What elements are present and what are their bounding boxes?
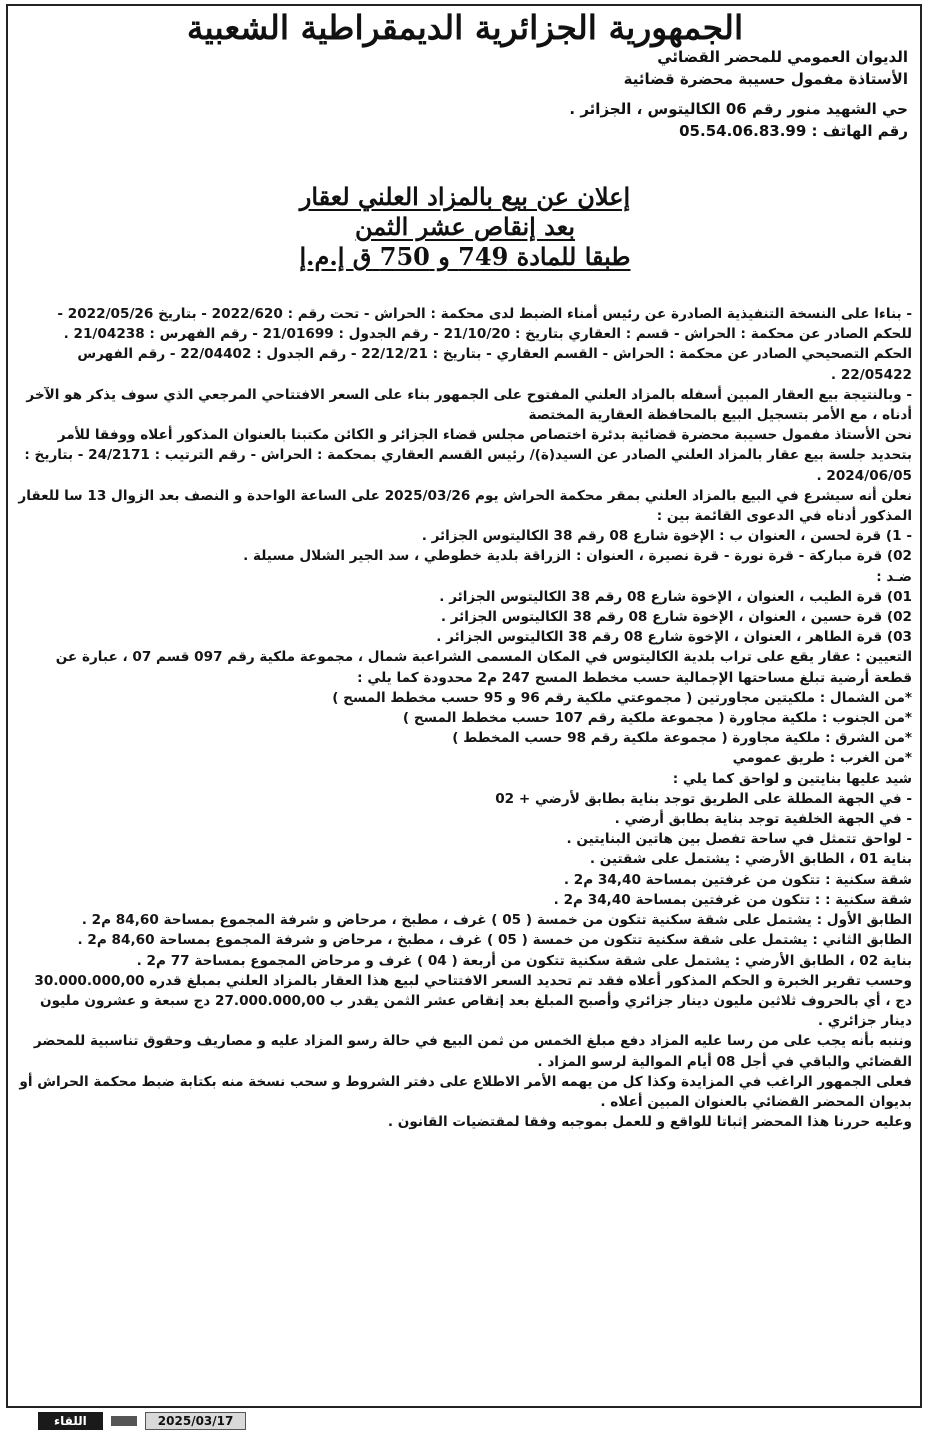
office-line: الديوان العمومي للمحضر القضائي [657,48,908,66]
body-paragraph: - وبالنتيجة بيع العقار المبين أسفله بالمزاد العلني المفتوح على الجمهور بناء على السعر الافتتاحي المرجعي الذي سوف يذكر هو الآخر أدناه ، مع الأمر بتسجيل البيع بالمحافظة العقارية المختصة [26,386,912,424]
footer-separator [111,1416,137,1426]
buildings-intro: شيد عليها بنايتين و لواحق كما يلي : [672,770,912,787]
boundary-west: *من الغرب : طريق عمومي [732,750,912,767]
boundary-north: *من الشمال : ملكيتين مجاورتين ( مجموعتي ملكية رقم 96 و 95 حسب مخطط المسح ) [332,689,912,706]
building-item: - في الجهة الخلفية توجد بناية بطابق أرضي . [614,811,912,828]
title-line-1: إعلان عن بيع بالمزاد العلني لعقار [299,182,631,211]
publication-date: 2025/03/17 [145,1412,247,1430]
payment-notice: وننبه بأنه يجب على من رسا عليه المزاد دفع مبلغ الخمس من ثمن البيع في حالة رسو المزاد عليه و مصاريف وحقوق تناسبية للمحضر القضائي والباقي في أجل 08 أيام الموالية لرسو المزاد . [33,1033,912,1070]
office-line: حي الشهيد منور رقم 06 الكاليتوس ، الجزائر . [569,100,908,118]
apartment-item: شقة سكنية : : تتكون من غرفتين بمساحة 34,40 م2 . [553,891,912,908]
property-designation: التعيين : عقار يقع على تراب بلدية الكاليتوس في المكان المسمى الشراعبة شمال ، مجموعة ملكية رقم 097 قسم 07 ، عبارة عن قطعة أرضية تبلغ مساحتها الإجمالية حسب مخطط المسح 247 م2 محدودة كما يلي : [55,649,912,686]
office-phone: رقم الهاتف : 05.54.06.83.99 [679,122,908,140]
building-item: بناية 01 ، الطابق الأرضي : يشتمل على شقتين . [589,851,912,868]
plaintiff-2: 02) قرة مباركة - قرة نورة - قرة نصيرة ، العنوان : الزراقة بلدية خطوطي ، سد الجير الشلال مسيلة . [243,548,912,565]
boundary-east: *من الشرق : ملكية مجاورة ( مجموعة ملكية رقم 98 حسب المخطط ) [452,730,912,747]
publication-footer [38,1412,246,1430]
bailiff-office-block [388,46,908,142]
office-line: الأستاذة مفمول حسيبة محضرة قضائية [623,70,908,88]
floor-item: الطابق الأول : يشتمل على شقة سكنية تتكون من خمسة ( 05 ) غرف ، مطبخ ، مرحاض و شرفة المجموع بمساحة 84,60 م2 . [81,912,912,929]
republic-heading: الجمهورية الجزائرية الديمقراطية الشعبية [186,8,744,47]
building-item: - في الجهة المطلة على الطريق توجد بناية بطابق لأرضي + 02 [495,790,912,807]
apartment-item: شقة سكنية : تتكون من غرفتين بمساحة 34,40 م2 . [563,871,912,888]
body-paragraph: - بناءا على النسخة التنفيذية الصادرة عن رئيس أمناء الضبط لدى محكمة : الحراش - تحت رقم : 2022/620 - بتاريخ 2022/05/26 - للحكم الصادر عن محكمة : الحراش - قسم : العقاري بتاريخ : 21/10/20 - رقم الجدول : 21/01699 - رقم الفهرس : 21/04238 . [57,306,912,343]
conditions-notice: فعلى الجمهور الراغب في المزايدة وكذا كل من يهمه الأمر الاطلاع على دفتر الشروط و سحب نسخة منه بكتابة ضبط محكمة الحراش أو بديوان المحضر القضائي بالعنوان المبين أعلاه . [19,1073,912,1110]
plaintiff-1: - 1) قرة لحسن ، العنوان ب : الإخوة شارع 08 رقم 38 الكاليتوس الجزائر . [421,528,912,545]
body-paragraph: الحكم التصحيحي الصادر عن محكمة : الحراش - القسم العقاري - بتاريخ : 22/12/21 - رقم الجدول : 22/04402 - رقم الفهرس 22/05422 . [77,346,912,383]
floor-item: الطابق الثاني : يشتمل على شقة سكنية تتكون من خمسة ( 05 ) غرف ، مطبخ ، مرحاض و شرفة المجموع بمساحة 84,60 م2 . [77,932,912,949]
newspaper-name: اللقاء [38,1412,103,1430]
title-line-3: طبقا للمادة 749 و 750 ق إ.م.إ [299,242,631,271]
defendant-1: 01) قرة الطيب ، العنوان ، الإخوة شارع 08 رقم 38 الكاليتوس الجزائر . [439,588,912,605]
defendant-2: 02) قرة حسين ، العنوان ، الإخوة شارع 08 رقم 38 الكاليتوس الجزائر . [440,609,912,626]
announcement-title [120,182,810,272]
closing-statement: وعليه حررنا هذا المحضر إثباتا للواقع و للعمل بموجبه وفقا لمقتضيات القانون . [387,1114,912,1131]
announcement-body [18,304,912,1132]
building-item: - لواحق تتمثل في ساحة تفصل بين هاتين البنايتين . [566,831,912,848]
versus-label: ضـد : [876,568,912,585]
boundary-south: *من الجنوب : ملكية مجاورة ( مجموعة ملكية رقم 107 حسب مخطط المسح ) [402,710,912,727]
body-paragraph: نعلن أنه سيشرع في البيع بالمزاد العلني بمقر محكمة الحراش يوم 2025/03/26 على الساعة الواحدة و النصف بعد الزوال 13 سا للعقار المذكور أدناه في الدعوى القائمة بين : [18,487,912,525]
defendant-3: 03) قرة الطاهر ، العنوان ، الإخوة شارع 08 رقم 38 الكاليتوس الجزائر . [436,629,912,646]
title-line-2: بعد إنقاص عشر الثمن [354,212,576,241]
price-paragraph: وحسب تقرير الخبرة و الحكم المذكور أعلاه فقد تم تحديد السعر الافتتاحي لبيع هذا العقار بالمزاد العلني بمبلغ قدره 30.000.000,00 دج ، أي بالحروف ثلاثين مليون دينار جزائري وأصبح المبلغ بعد إنقاص عشر الثمن يقدر ب 27.000.000,00 دج سبعة و عشرون مليون دينار جزائري . [34,972,912,1030]
body-paragraph: نحن الأستاذ مفمول حسيبة محضرة قضائية بدئرة اختصاص مجلس قضاء الجزائر و الكائن مكتبنا بالعنوان المذكور أعلاه ووفقا للأمر بتحديد جلسة بيع عقار بالمزاد العلني الصادر عن السيد(ة)/ رئيس القسم العقاري بمحكمة : الحراش - رقم الترتيب : 24/2171 - بتاريخ : 2024/06/05 . [24,427,912,484]
floor-item: بناية 02 ، الطابق الأرضي : يشتمل على شقة سكنية تتكون من أربعة ( 04 ) غرف و مرحاض المجموع بمساحة 77 م2 . [136,952,912,969]
